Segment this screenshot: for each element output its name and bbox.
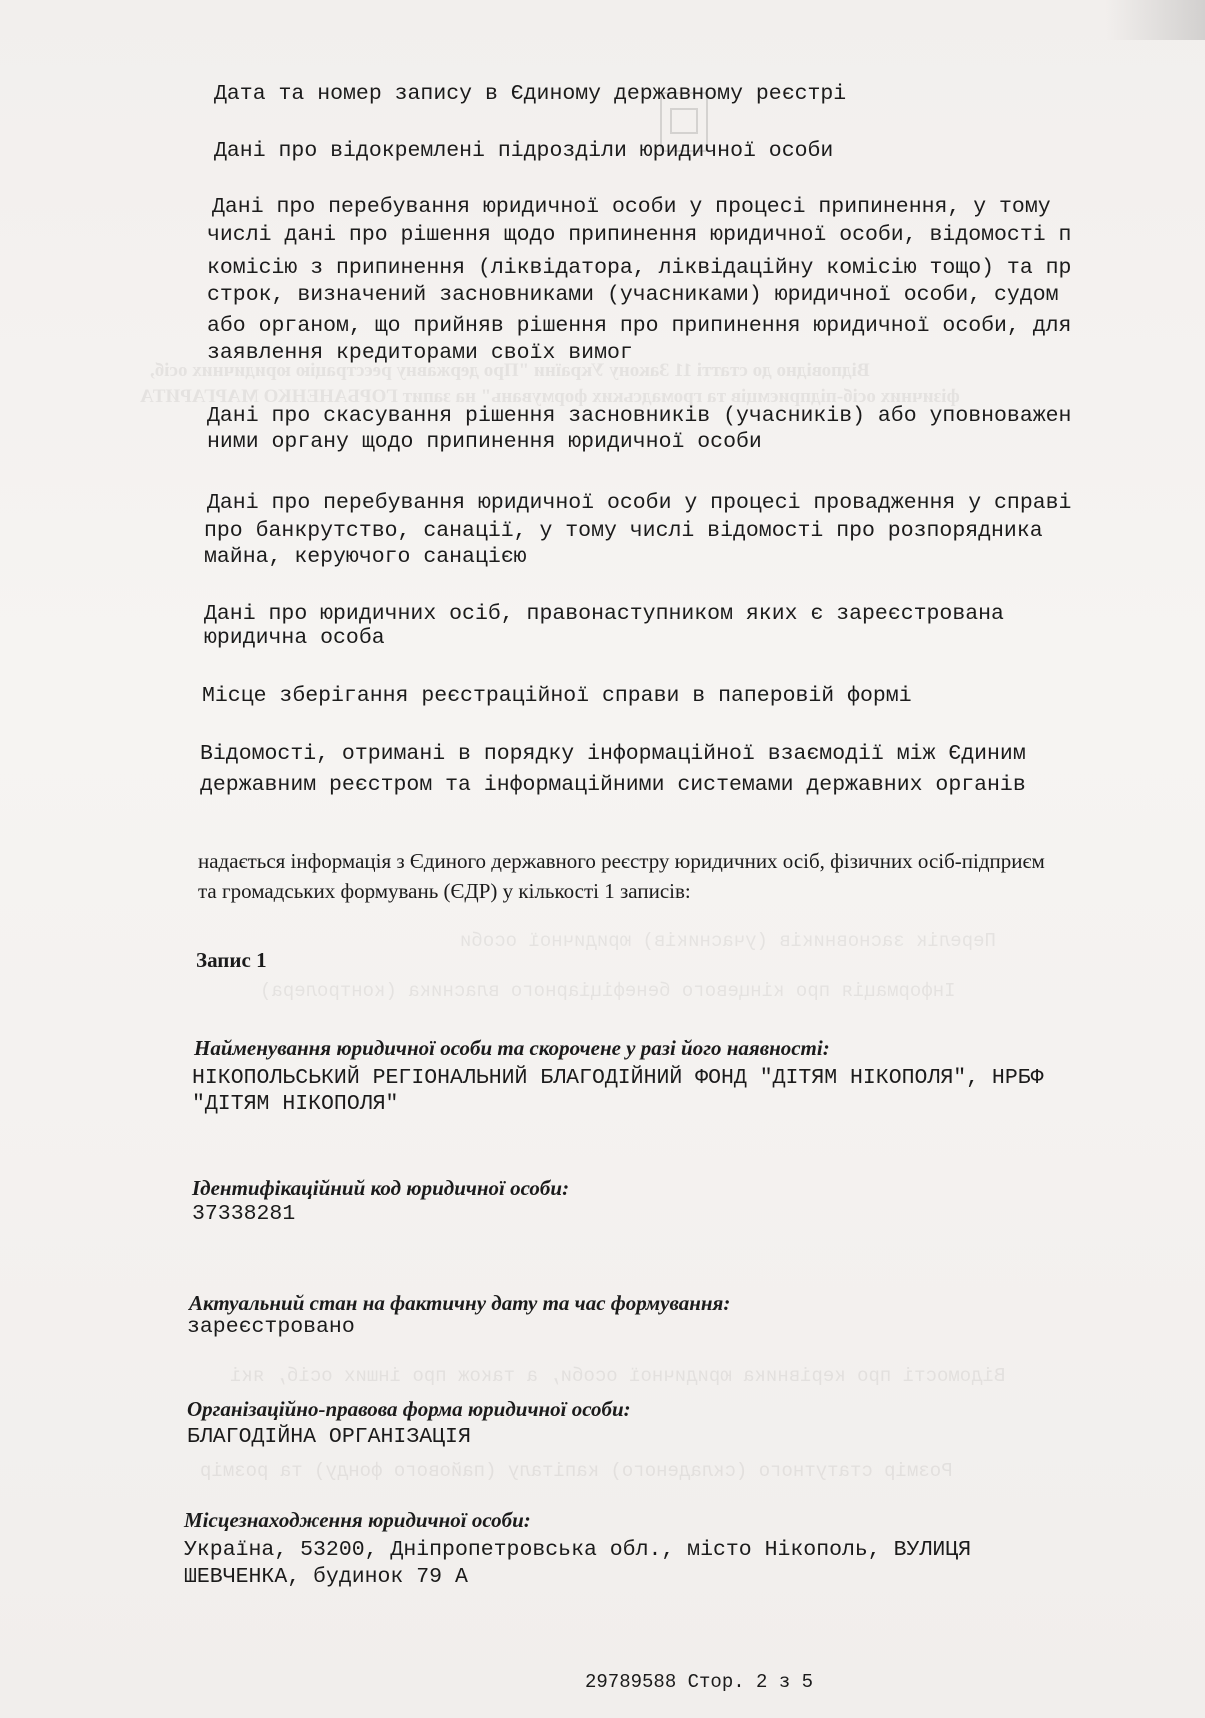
cancellation-line: Дані про скасування рішення засновників (учасників) або уповноважен: [207, 404, 1072, 428]
legal-form-value: БЛАГОДІЙНА ОРГАНІЗАЦІЯ: [187, 1425, 471, 1449]
intro-line: та громадських формувань (ЄДР) у кількості 1 записів:: [198, 879, 691, 903]
termination-line: або органом, що прийняв рішення про припинення юридичної особи, для: [207, 314, 1072, 338]
bankruptcy-line: Дані про перебування юридичної особи у процесі провадження у справі: [207, 491, 1072, 515]
name-value-line: "ДІТЯМ НІКОПОЛЯ": [192, 1092, 399, 1116]
bleed-through-text: Відповідно до статті 11 Закону України "Про державну реєстрацію юридичних осіб,: [150, 360, 870, 381]
bleed-through-text: Розмір статутного (складеного) капіталу (пайового фонду) та розмір: [200, 1460, 953, 1482]
termination-line: числі дані про рішення щодо припинення юридичної особи, відомості п: [207, 223, 1072, 247]
registry-record-date-item: Дата та номер запису в Єдиному державному реєстрі: [214, 82, 847, 106]
code-value: 37338281: [192, 1202, 296, 1226]
bleed-through-text: фізичних осіб-підприємців та громадських формувань" на запит ГОРБАНЕНКО МАРГАРИТА: [140, 386, 960, 407]
bleed-through-text: Перелік засновників (учасників) юридичної особи: [460, 930, 996, 952]
termination-line: комісію з припинення (ліквідатора, ліквідаційну комісію тощо) та пр: [207, 256, 1072, 280]
registration-file-storage-item: Місце зберігання реєстраційної справи в паперовій формі: [202, 684, 912, 708]
page-footer: 29789588 Стор. 2 з 5: [585, 1671, 814, 1693]
cancellation-line: ними органу щодо припинення юридичної особи: [207, 430, 762, 454]
address-label: Місцезнаходження юридичної особи:: [184, 1508, 531, 1532]
code-label: Ідентифікаційний код юридичної особи:: [192, 1176, 570, 1200]
successors-line: юридична особа: [204, 626, 385, 650]
intro-line: надається інформація з Єдиного державного реєстру юридичних осіб, фізичних осіб-підприєм: [198, 849, 1045, 873]
bankruptcy-line: про банкрутство, санації, у тому числі відомості про розпорядника: [204, 519, 1043, 543]
state-value: зареєстровано: [187, 1315, 355, 1339]
interaction-line: державним реєстром та інформаційними системами державних органів: [200, 773, 1026, 797]
termination-line: строк, визначений засновниками (учасниками) юридичної особи, судом: [207, 283, 1059, 307]
bankruptcy-line: майна, керуючого санацією: [204, 545, 527, 569]
interaction-line: Відомості, отримані в порядку інформаційної взаємодії між Єдиним: [200, 742, 1026, 766]
name-label: Найменування юридичної особи та скорочене у разі його наявності:: [194, 1036, 830, 1060]
address-value-line: Україна, 53200, Дніпропетровська обл., місто Нікополь, ВУЛИЦЯ: [184, 1538, 972, 1562]
termination-line: заявлення кредиторами своїх вимог: [207, 341, 633, 365]
name-value-line: НІКОПОЛЬСЬКИЙ РЕГІОНАЛЬНИЙ БЛАГОДІЙНИЙ ФОНД "ДІТЯМ НІКОПОЛЯ", НРБФ: [192, 1066, 1044, 1090]
termination-line: Дані про перебування юридичної особи у процесі припинення, у тому: [212, 195, 1051, 219]
bleed-through-text: Відомості про керівника юридичної особи, а також про інших осіб, які: [230, 1365, 1006, 1387]
address-value-line: ШЕВЧЕНКА, будинок 79 А: [184, 1565, 468, 1589]
record-title: Запис 1: [196, 948, 267, 972]
successors-line: Дані про юридичних осіб, правонаступником яких є зареєстрована: [204, 602, 1004, 626]
state-label: Актуальний стан на фактичну дату та час формування:: [189, 1291, 731, 1315]
legal-form-label: Організаційно-правова форма юридичної особи:: [187, 1397, 631, 1421]
bleed-through-text: Інформація про кінцевого бенефіціарного власника (контролера): [260, 980, 956, 1002]
scan-shadow: [1105, 0, 1205, 40]
separate-divisions-item: Дані про відокремлені підрозділи юридичної особи: [214, 139, 834, 163]
